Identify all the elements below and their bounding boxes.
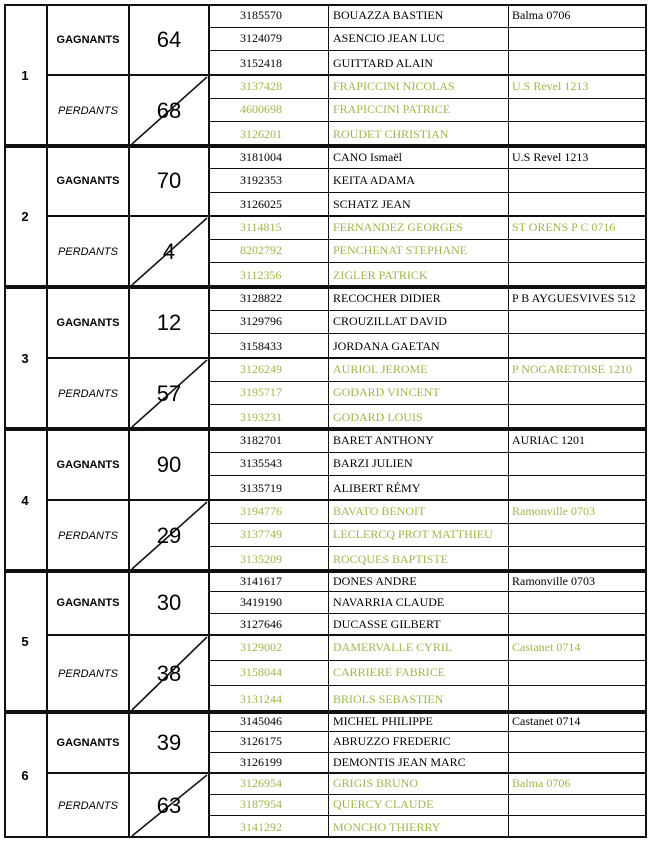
club-cell [508, 753, 647, 773]
group-block [4, 4, 647, 146]
club-cell [508, 169, 647, 191]
license-cell: 3141292 [240, 819, 282, 834]
group-number: 1 [4, 4, 48, 146]
losers-score-value: 38 [156, 660, 182, 686]
winners-label: GAGNANTS [48, 712, 130, 773]
club-cell [508, 686, 647, 712]
license-cell: 3131244 [240, 691, 282, 706]
losers-label: PERDANTS [48, 635, 130, 712]
loser-row [210, 99, 647, 123]
club-cell: Ramonville 0703 [508, 500, 647, 523]
club-cell [508, 816, 647, 838]
club-cell [508, 382, 647, 405]
winners-score-value: 12 [156, 309, 182, 335]
winner-row [210, 753, 647, 773]
player-name-cell: ZIGLER PATRICK [328, 263, 508, 287]
group-number: 3 [4, 287, 48, 429]
player-name-cell: BAVATO BENOIT [328, 500, 508, 523]
player-name-cell: DONES ANDRE [328, 571, 508, 591]
losers-score-value: 4 [162, 238, 176, 264]
player-name-cell: BARZI JULIEN [328, 453, 508, 476]
winners-label: GAGNANTS [48, 571, 130, 635]
winner-row [210, 614, 647, 635]
group-block [4, 287, 647, 429]
player-name-cell: MONCHO THIERRY [328, 816, 508, 838]
club-cell [508, 732, 647, 751]
license-cell: 4600698 [240, 102, 282, 117]
player-name-cell: CROUZILLAT DAVID [328, 311, 508, 334]
license-cell: 3195717 [240, 385, 282, 400]
group-block [4, 712, 647, 838]
club-cell: AURIAC 1201 [508, 429, 647, 452]
club-cell: Balma 0706 [508, 773, 647, 794]
club-cell: Castanet 0714 [508, 635, 647, 660]
license-cell: 3128822 [240, 290, 282, 305]
winner-row [210, 146, 647, 169]
loser-row [210, 524, 647, 548]
player-name-cell: BOUAZZA BASTIEN [328, 4, 508, 27]
player-name-cell: DEMONTIS JEAN MARC [328, 753, 508, 773]
club-cell: P NOGARETOISE 1210 [508, 358, 647, 381]
club-cell: Ramonville 0703 [508, 571, 647, 591]
loser-row [210, 661, 647, 687]
losers-score [130, 773, 210, 838]
license-cell: 3114815 [240, 219, 282, 234]
license-cell: 3182701 [240, 432, 282, 447]
group-number: 4 [4, 429, 48, 571]
club-cell [508, 51, 647, 75]
player-name-cell: GRIGIS BRUNO [328, 773, 508, 794]
club-cell [508, 795, 647, 816]
winners-score [130, 287, 210, 358]
player-name-cell: FRAPICCINI PATRICE [328, 99, 508, 122]
winners-label: GAGNANTS [48, 287, 130, 358]
loser-row [210, 635, 647, 661]
player-name-cell: ABRUZZO FREDERIC [328, 732, 508, 751]
license-cell: 8202792 [240, 243, 282, 258]
losers-score-value: 68 [156, 97, 182, 123]
license-cell: 3126175 [240, 734, 282, 749]
player-name-cell: BARET ANTHONY [328, 429, 508, 452]
license-cell: 3187954 [240, 797, 282, 812]
license-cell: 3137428 [240, 78, 282, 93]
losers-label: PERDANTS [48, 773, 130, 838]
winner-row [210, 51, 647, 75]
club-cell [508, 405, 647, 429]
club-cell [508, 524, 647, 547]
player-name-cell: GODARD VINCENT [328, 382, 508, 405]
club-cell [508, 99, 647, 122]
loser-row [210, 773, 647, 795]
player-name-cell: RECOCHER DIDIER [328, 287, 508, 310]
license-cell: 3193231 [240, 409, 282, 424]
club-cell [508, 240, 647, 263]
winner-row [210, 169, 647, 192]
winner-row [210, 334, 647, 358]
loser-row [210, 686, 647, 712]
group-number: 5 [4, 571, 48, 712]
winner-row [210, 28, 647, 52]
club-cell [508, 592, 647, 612]
license-cell: 3419190 [240, 594, 282, 609]
club-cell: P B AYGUESVIVES 512 [508, 287, 647, 310]
license-cell: 3124079 [240, 31, 282, 46]
license-cell: 3135719 [240, 480, 282, 495]
losers-label: PERDANTS [48, 216, 130, 287]
club-cell [508, 453, 647, 476]
winner-row [210, 453, 647, 477]
loser-row [210, 816, 647, 838]
losers-score [130, 358, 210, 429]
license-cell: 3192353 [240, 172, 282, 187]
winners-score [130, 712, 210, 773]
player-name-cell: ASENCIO JEAN LUC [328, 28, 508, 51]
winner-row [210, 732, 647, 752]
club-cell [508, 661, 647, 686]
player-name-cell: ALIBERT RÉMY [328, 476, 508, 500]
loser-row [210, 358, 647, 382]
player-name-cell: ROCQUES BAPTISTE [328, 547, 508, 571]
club-cell [508, 311, 647, 334]
license-cell: 3135209 [240, 551, 282, 566]
player-name-cell: SCHATZ JEAN [328, 193, 508, 216]
license-cell: 3126025 [240, 196, 282, 211]
winners-label: GAGNANTS [48, 429, 130, 500]
player-name-cell: FRAPICCINI NICOLAS [328, 75, 508, 98]
license-cell: 3135543 [240, 456, 282, 471]
winners-score-value: 30 [156, 590, 182, 615]
player-name-cell: FERNANDEZ GEORGES [328, 216, 508, 239]
group-block [4, 571, 647, 712]
player-name-cell: CANO Ismaël [328, 146, 508, 168]
player-name-cell: MICHEL PHILIPPE [328, 712, 508, 731]
license-cell: 3129002 [240, 639, 282, 654]
player-name-cell: DAMERVALLE CYRIL [328, 635, 508, 660]
player-name-cell: BRIOLS SEBASTIEN [328, 686, 508, 712]
winner-row [210, 4, 647, 28]
losers-score [130, 216, 210, 287]
loser-row [210, 547, 647, 571]
license-cell: 3126201 [240, 126, 282, 141]
license-cell: 3129796 [240, 314, 282, 329]
club-cell [508, 334, 647, 358]
winners-score [130, 4, 210, 75]
license-cell: 3158044 [240, 665, 282, 680]
club-cell: Balma 0706 [508, 4, 647, 27]
loser-row [210, 122, 647, 146]
winners-score-value: 90 [156, 451, 182, 477]
license-cell: 3126199 [240, 755, 282, 770]
player-name-cell: DUCASSE GILBERT [328, 614, 508, 635]
player-name-cell: AURIOL JEROME [328, 358, 508, 381]
winners-score-value: 64 [156, 26, 182, 52]
license-cell: 3137749 [240, 527, 282, 542]
player-name-cell: GUITTARD ALAIN [328, 51, 508, 75]
group-number: 6 [4, 712, 48, 838]
winner-row [210, 193, 647, 216]
winner-row [210, 592, 647, 613]
club-cell [508, 28, 647, 51]
club-cell [508, 614, 647, 635]
license-cell: 3127646 [240, 616, 282, 631]
losers-score [130, 635, 210, 712]
player-name-cell: GODARD LOUIS [328, 405, 508, 429]
player-name-cell: KEITA ADAMA [328, 169, 508, 191]
club-cell [508, 476, 647, 500]
group-block [4, 429, 647, 571]
loser-row [210, 240, 647, 264]
winner-row [210, 429, 647, 453]
license-cell: 3152418 [240, 55, 282, 70]
loser-row [210, 263, 647, 287]
losers-score [130, 75, 210, 146]
club-cell [508, 122, 647, 146]
player-name-cell: LECLERCQ PROT MATTHIEU [328, 524, 508, 547]
winners-score-value: 39 [156, 729, 182, 755]
club-cell [508, 263, 647, 287]
losers-score-value: 57 [156, 380, 182, 406]
club-cell: U.S Revel 1213 [508, 146, 647, 168]
winners-label: GAGNANTS [48, 4, 130, 75]
club-cell [508, 547, 647, 571]
player-name-cell: PENCHENAT STEPHANE [328, 240, 508, 263]
loser-row [210, 382, 647, 406]
winners-score [130, 146, 210, 216]
club-cell: Castanet 0714 [508, 712, 647, 731]
club-cell: ST ORENS P C 0716 [508, 216, 647, 239]
losers-label: PERDANTS [48, 358, 130, 429]
losers-score-value: 63 [156, 792, 182, 818]
losers-label: PERDANTS [48, 75, 130, 146]
group-number: 2 [4, 146, 48, 287]
license-cell: 3194776 [240, 503, 282, 518]
loser-row [210, 75, 647, 99]
loser-row [210, 405, 647, 429]
winners-score-value: 70 [156, 168, 182, 193]
winners-score [130, 429, 210, 500]
loser-row [210, 795, 647, 817]
club-cell: U.S Revel 1213 [508, 75, 647, 98]
license-cell: 3158433 [240, 338, 282, 353]
license-cell: 3185570 [240, 7, 282, 22]
losers-score [130, 500, 210, 571]
player-name-cell: NAVARRIA CLAUDE [328, 592, 508, 612]
losers-label: PERDANTS [48, 500, 130, 571]
license-cell: 3141617 [240, 573, 282, 588]
club-cell [508, 193, 647, 216]
group-block [4, 146, 647, 287]
license-cell: 3181004 [240, 149, 282, 164]
player-name-cell: JORDANA GAETAN [328, 334, 508, 358]
license-cell: 3145046 [240, 714, 282, 729]
winners-label: GAGNANTS [48, 146, 130, 216]
player-name-cell: QUERCY CLAUDE [328, 795, 508, 816]
winner-row [210, 712, 647, 732]
winner-row [210, 311, 647, 335]
player-name-cell: CARRIERE FABRICE [328, 661, 508, 686]
winner-row [210, 287, 647, 311]
winner-row [210, 476, 647, 500]
license-cell: 3112356 [240, 267, 282, 282]
loser-row [210, 500, 647, 524]
winner-row [210, 571, 647, 592]
loser-row [210, 216, 647, 240]
player-name-cell: ROUDET CHRISTIAN [328, 122, 508, 146]
license-cell: 3126249 [240, 361, 282, 376]
license-cell: 3126954 [240, 775, 282, 790]
losers-score-value: 29 [156, 522, 182, 548]
winners-score [130, 571, 210, 635]
